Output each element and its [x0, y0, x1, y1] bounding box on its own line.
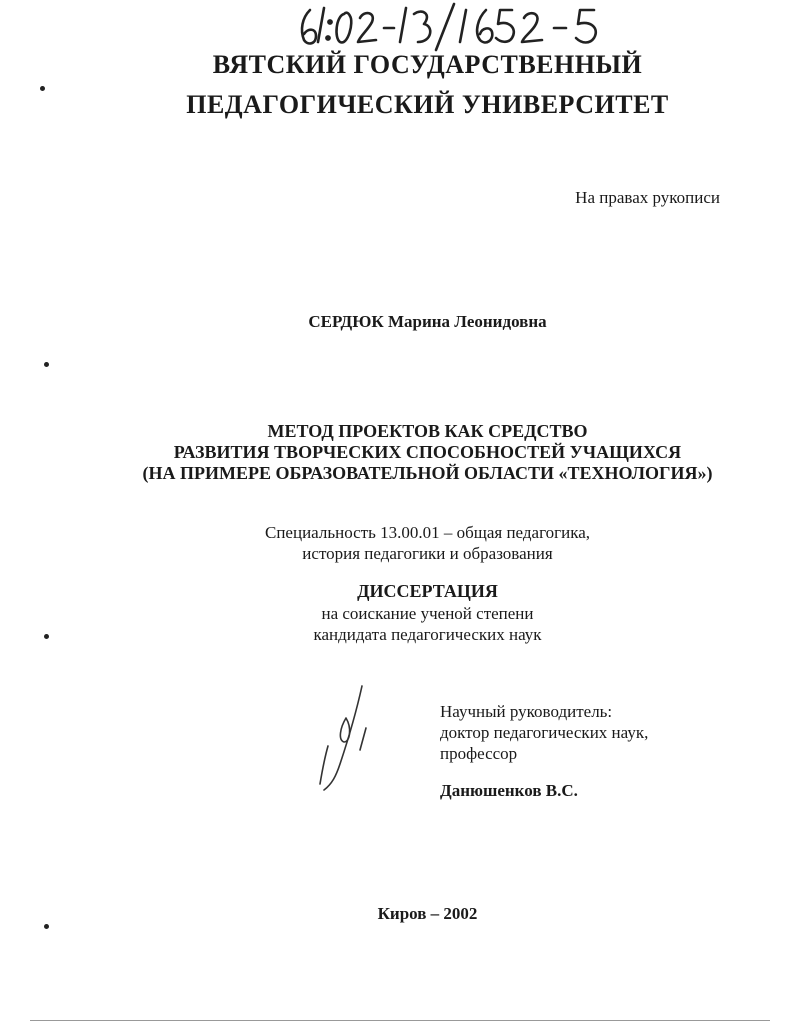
- author-name: СЕРДЮК Марина Леонидовна: [308, 312, 547, 331]
- dissertation-heading: ДИССЕРТАЦИЯ: [357, 581, 498, 601]
- dissertation-degree: [0, 603, 795, 645]
- specialty: [0, 522, 795, 564]
- city-year: Киров – 2002: [377, 904, 478, 923]
- scan-mark-dot: [44, 362, 49, 367]
- topic-line3: (НА ПРИМЕРЕ ОБРАЗОВАТЕЛЬНОЙ ОБЛАСТИ «ТЕХНОЛОГИЯ»): [142, 463, 713, 483]
- specialty-line2: история педагогики и образования: [302, 544, 553, 563]
- university-name-line1: ВЯТСКИЙ ГОСУДАРСТВЕННЫЙ: [212, 50, 643, 79]
- supervisor-label: Научный руководитель:: [440, 702, 613, 721]
- supervisor-name: Данюшенков В.С.: [440, 781, 578, 800]
- university-name-line2: ПЕДАГОГИЧЕСКИЙ УНИВЕРСИТЕТ: [186, 90, 669, 119]
- manuscript-note: На правах рукописи: [575, 188, 720, 207]
- degree-line1: на соискание ученой степени: [321, 604, 534, 623]
- scan-mark-dot: [44, 924, 49, 929]
- degree-line2: кандидата педагогических наук: [313, 625, 542, 644]
- supervisor-rank: профессор: [440, 744, 518, 763]
- signature-mark: [310, 684, 380, 794]
- scan-mark-dot: [44, 634, 49, 639]
- specialty-line1: Специальность 13.00.01 – общая педагогика,: [265, 523, 590, 542]
- supervisor-block: [440, 701, 648, 764]
- supervisor-degree: доктор педагогических наук,: [440, 723, 649, 742]
- dissertation-topic: [0, 421, 795, 484]
- topic-line2: РАЗВИТИЯ ТВОРЧЕСКИХ СПОСОБНОСТЕЙ УЧАЩИХСЯ: [173, 442, 682, 462]
- catalog-number-handwritten: [296, 0, 606, 52]
- page-edge-line: [30, 1020, 770, 1021]
- topic-line1: МЕТОД ПРОЕКТОВ КАК СРЕДСТВО: [267, 421, 588, 441]
- scan-mark-dot: [40, 86, 45, 91]
